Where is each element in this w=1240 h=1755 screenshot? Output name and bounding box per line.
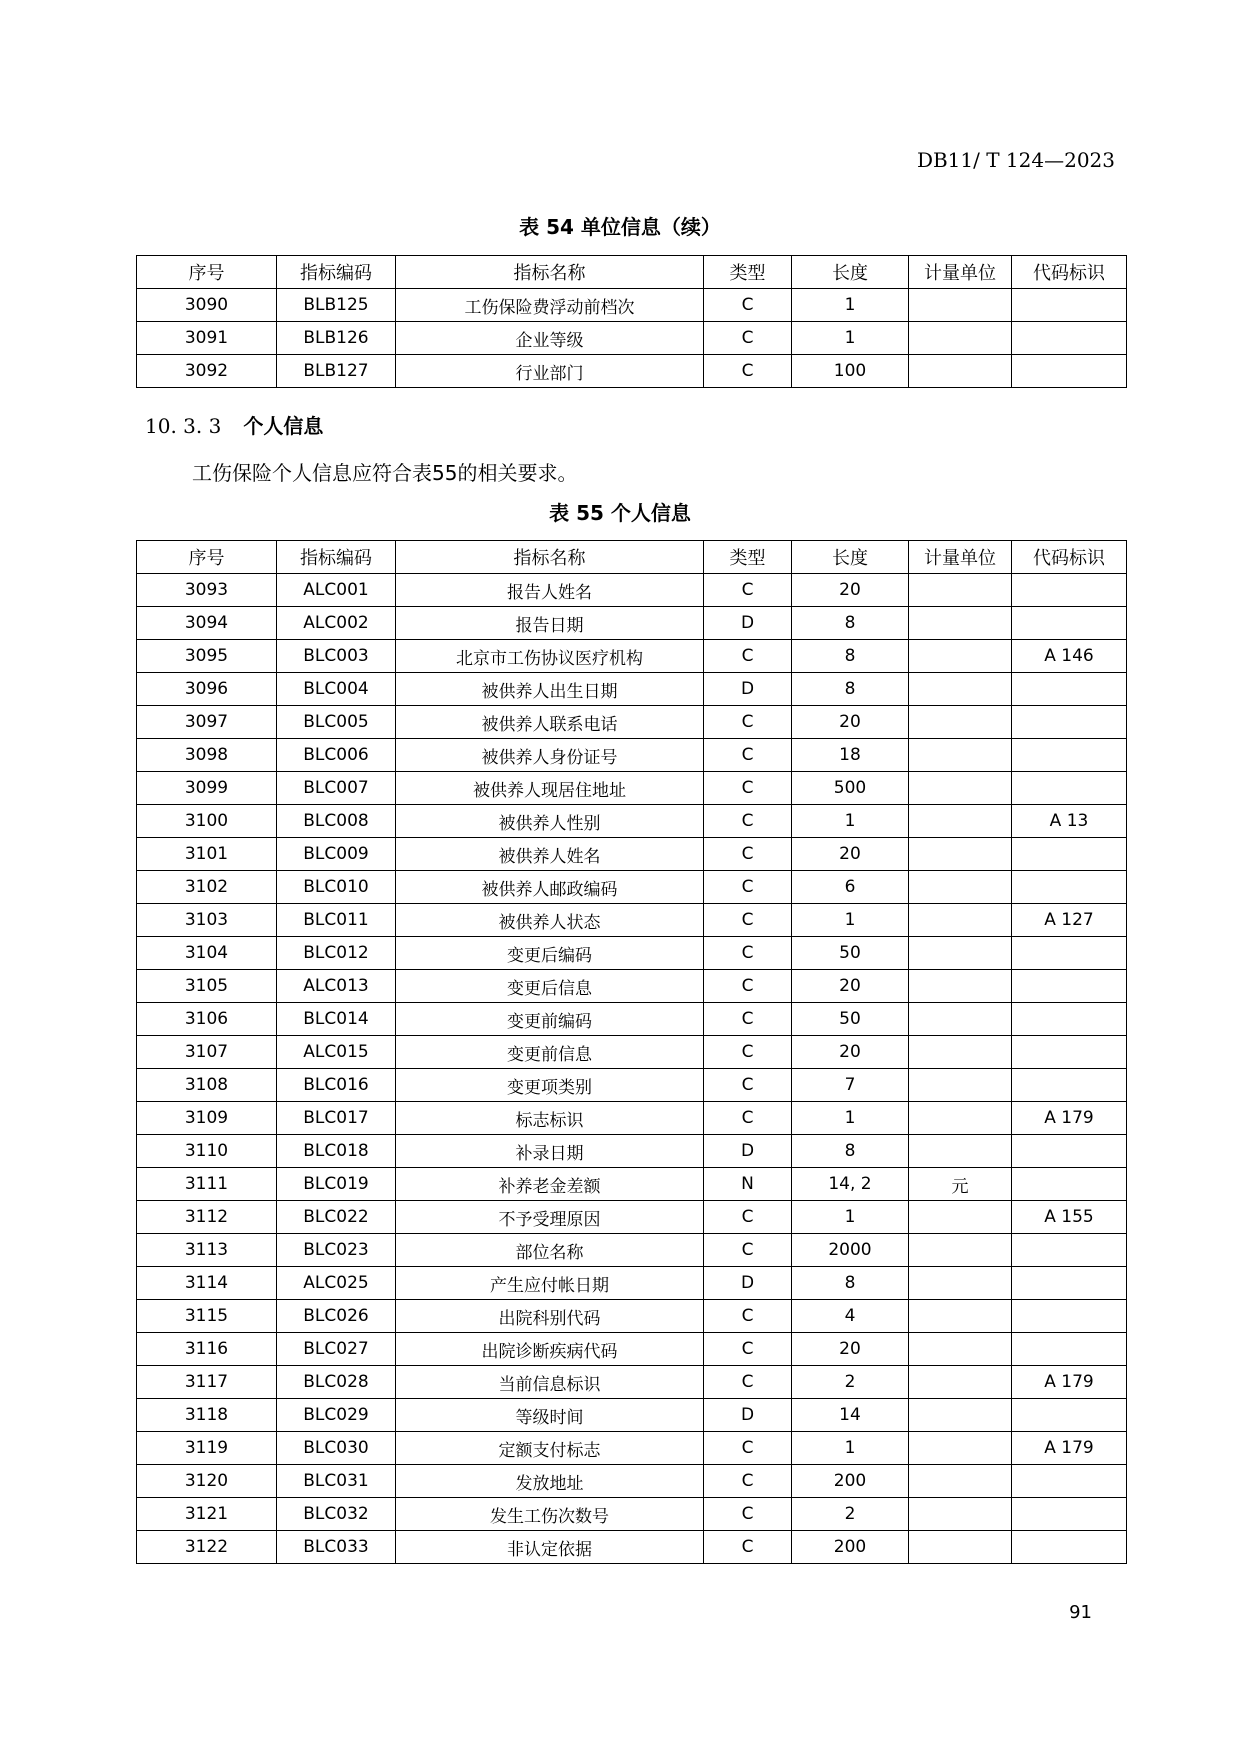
column-header: 序号 [137, 541, 277, 574]
cell-type: C [704, 1201, 792, 1234]
cell-serial-number: 3121 [137, 1498, 277, 1531]
cell-indicator-name: 出院诊断疾病代码 [396, 1333, 704, 1366]
cell-indicator-name: 标志标识 [396, 1102, 704, 1135]
cell-unit [909, 355, 1012, 388]
cell-serial-number: 3104 [137, 937, 277, 970]
cell-unit [909, 1102, 1012, 1135]
cell-indicator-code: BLC027 [277, 1333, 396, 1366]
cell-indicator-code: BLC023 [277, 1234, 396, 1267]
cell-serial-number: 3101 [137, 838, 277, 871]
cell-serial-number: 3106 [137, 1003, 277, 1036]
cell-unit [909, 1399, 1012, 1432]
cell-serial-number: 3112 [137, 1201, 277, 1234]
cell-indicator-code: BLB126 [277, 322, 396, 355]
cell-unit [909, 673, 1012, 706]
table-row [137, 1168, 1127, 1201]
cell-serial-number: 3118 [137, 1399, 277, 1432]
cell-type: C [704, 1333, 792, 1366]
cell-unit [909, 1135, 1012, 1168]
cell-length: 1 [792, 805, 909, 838]
cell-indicator-code: ALC001 [277, 574, 396, 607]
cell-type: C [704, 904, 792, 937]
cell-unit [909, 322, 1012, 355]
cell-type: C [704, 1003, 792, 1036]
column-header: 计量单位 [909, 541, 1012, 574]
table-row [137, 1135, 1127, 1168]
cell-indicator-code: BLC026 [277, 1300, 396, 1333]
table-row [137, 1267, 1127, 1300]
cell-code-id: A 179 [1012, 1366, 1127, 1399]
cell-serial-number: 3097 [137, 706, 277, 739]
cell-code-id [1012, 1498, 1127, 1531]
cell-unit [909, 970, 1012, 1003]
cell-serial-number: 3114 [137, 1267, 277, 1300]
cell-code-id [1012, 1399, 1127, 1432]
cell-indicator-code: BLC031 [277, 1465, 396, 1498]
cell-indicator-code: BLC014 [277, 1003, 396, 1036]
cell-serial-number: 3091 [137, 322, 277, 355]
cell-indicator-name: 不予受理原因 [396, 1201, 704, 1234]
cell-indicator-code: BLC009 [277, 838, 396, 871]
cell-code-id [1012, 739, 1127, 772]
table-54-caption: 表 54 单位信息（续） [519, 215, 721, 239]
table-row [137, 706, 1127, 739]
cell-unit [909, 1465, 1012, 1498]
cell-code-id: A 179 [1012, 1102, 1127, 1135]
cell-type: C [704, 970, 792, 1003]
table-row [137, 1102, 1127, 1135]
cell-type: N [704, 1168, 792, 1201]
table-row [137, 574, 1127, 607]
cell-serial-number: 3120 [137, 1465, 277, 1498]
cell-serial-number: 3119 [137, 1432, 277, 1465]
cell-unit [909, 1300, 1012, 1333]
cell-indicator-code: BLC032 [277, 1498, 396, 1531]
cell-length: 14, 2 [792, 1168, 909, 1201]
cell-code-id [1012, 289, 1127, 322]
cell-indicator-name: 报告日期 [396, 607, 704, 640]
cell-length: 18 [792, 739, 909, 772]
cell-serial-number: 3096 [137, 673, 277, 706]
table-row [137, 937, 1127, 970]
cell-serial-number: 3102 [137, 871, 277, 904]
cell-unit [909, 772, 1012, 805]
cell-indicator-name: 等级时间 [396, 1399, 704, 1432]
cell-indicator-code: BLC004 [277, 673, 396, 706]
cell-type: D [704, 673, 792, 706]
cell-unit: 元 [909, 1168, 1012, 1201]
cell-code-id: A 127 [1012, 904, 1127, 937]
cell-length: 1 [792, 904, 909, 937]
cell-unit [909, 607, 1012, 640]
cell-code-id [1012, 970, 1127, 1003]
cell-unit [909, 1531, 1012, 1564]
cell-unit [909, 1267, 1012, 1300]
cell-indicator-code: BLC003 [277, 640, 396, 673]
cell-type: C [704, 739, 792, 772]
cell-indicator-name: 补养老金差额 [396, 1168, 704, 1201]
cell-indicator-code: BLC017 [277, 1102, 396, 1135]
cell-indicator-code: ALC002 [277, 607, 396, 640]
cell-type: C [704, 289, 792, 322]
cell-serial-number: 3095 [137, 640, 277, 673]
cell-unit [909, 739, 1012, 772]
cell-indicator-name: 变更前信息 [396, 1036, 704, 1069]
cell-serial-number: 3099 [137, 772, 277, 805]
cell-type: C [704, 640, 792, 673]
cell-unit [909, 1498, 1012, 1531]
cell-indicator-name: 被供养人邮政编码 [396, 871, 704, 904]
cell-type: C [704, 937, 792, 970]
table-55 [136, 540, 1127, 1564]
cell-code-id [1012, 1069, 1127, 1102]
table-row [137, 673, 1127, 706]
cell-length: 2 [792, 1498, 909, 1531]
cell-unit [909, 640, 1012, 673]
cell-serial-number: 3109 [137, 1102, 277, 1135]
cell-length: 2000 [792, 1234, 909, 1267]
cell-unit [909, 1366, 1012, 1399]
cell-length: 8 [792, 640, 909, 673]
cell-indicator-code: BLC005 [277, 706, 396, 739]
cell-indicator-name: 定额支付标志 [396, 1432, 704, 1465]
table-row [137, 1234, 1127, 1267]
column-header: 代码标识 [1012, 256, 1127, 289]
table-row [137, 1300, 1127, 1333]
cell-code-id: A 146 [1012, 640, 1127, 673]
cell-length: 1 [792, 1102, 909, 1135]
cell-serial-number: 3090 [137, 289, 277, 322]
cell-code-id [1012, 322, 1127, 355]
cell-length: 1 [792, 1201, 909, 1234]
cell-indicator-name: 变更后信息 [396, 970, 704, 1003]
cell-type: C [704, 1432, 792, 1465]
cell-code-id [1012, 355, 1127, 388]
table-row [137, 1399, 1127, 1432]
cell-unit [909, 1069, 1012, 1102]
column-header: 代码标识 [1012, 541, 1127, 574]
cell-code-id [1012, 871, 1127, 904]
cell-indicator-code: BLC028 [277, 1366, 396, 1399]
table-row [137, 805, 1127, 838]
cell-length: 200 [792, 1531, 909, 1564]
cell-length: 8 [792, 1135, 909, 1168]
cell-length: 8 [792, 673, 909, 706]
cell-serial-number: 3117 [137, 1366, 277, 1399]
cell-length: 20 [792, 574, 909, 607]
cell-unit [909, 574, 1012, 607]
cell-code-id [1012, 1168, 1127, 1201]
cell-unit [909, 904, 1012, 937]
table-row [137, 1498, 1127, 1531]
cell-indicator-name: 被供养人出生日期 [396, 673, 704, 706]
cell-code-id [1012, 838, 1127, 871]
cell-type: C [704, 871, 792, 904]
cell-indicator-code: BLC006 [277, 739, 396, 772]
cell-code-id [1012, 1135, 1127, 1168]
table-row [137, 739, 1127, 772]
table-row [137, 772, 1127, 805]
cell-length: 4 [792, 1300, 909, 1333]
cell-serial-number: 3103 [137, 904, 277, 937]
cell-indicator-code: BLC016 [277, 1069, 396, 1102]
cell-indicator-name: 部位名称 [396, 1234, 704, 1267]
page-number: 91 [1069, 1602, 1092, 1623]
cell-serial-number: 3092 [137, 355, 277, 388]
cell-indicator-name: 工伤保险费浮动前档次 [396, 289, 704, 322]
cell-length: 7 [792, 1069, 909, 1102]
table-row [137, 1069, 1127, 1102]
document-code: DB11/ T 124—2023 [916, 148, 1115, 172]
cell-serial-number: 3116 [137, 1333, 277, 1366]
cell-code-id [1012, 1267, 1127, 1300]
cell-code-id: A 13 [1012, 805, 1127, 838]
cell-code-id [1012, 574, 1127, 607]
cell-code-id [1012, 607, 1127, 640]
column-header: 指标编码 [277, 541, 396, 574]
cell-indicator-name: 报告人姓名 [396, 574, 704, 607]
table-header-row [137, 256, 1127, 289]
cell-length: 20 [792, 1333, 909, 1366]
cell-code-id [1012, 1531, 1127, 1564]
cell-unit [909, 1333, 1012, 1366]
cell-indicator-name: 发放地址 [396, 1465, 704, 1498]
cell-type: C [704, 772, 792, 805]
cell-serial-number: 3107 [137, 1036, 277, 1069]
cell-indicator-name: 被供养人性别 [396, 805, 704, 838]
cell-length: 20 [792, 1036, 909, 1069]
cell-type: C [704, 1234, 792, 1267]
column-header: 指标编码 [277, 256, 396, 289]
table-row [137, 1333, 1127, 1366]
table-row [137, 871, 1127, 904]
cell-length: 20 [792, 706, 909, 739]
cell-length: 2 [792, 1366, 909, 1399]
table-row [137, 904, 1127, 937]
cell-indicator-name: 产生应付帐日期 [396, 1267, 704, 1300]
cell-indicator-code: ALC013 [277, 970, 396, 1003]
table-header-row [137, 541, 1127, 574]
cell-code-id [1012, 937, 1127, 970]
section-heading [145, 410, 323, 439]
cell-code-id [1012, 1465, 1127, 1498]
cell-indicator-name: 被供养人联系电话 [396, 706, 704, 739]
cell-code-id [1012, 673, 1127, 706]
cell-indicator-name: 被供养人身份证号 [396, 739, 704, 772]
cell-indicator-code: BLC018 [277, 1135, 396, 1168]
table-row [137, 1432, 1127, 1465]
cell-unit [909, 706, 1012, 739]
cell-type: C [704, 1300, 792, 1333]
column-header: 序号 [137, 256, 277, 289]
cell-unit [909, 871, 1012, 904]
cell-unit [909, 1234, 1012, 1267]
cell-code-id [1012, 1300, 1127, 1333]
table-row [137, 970, 1127, 1003]
cell-indicator-code: BLC022 [277, 1201, 396, 1234]
cell-length: 1 [792, 322, 909, 355]
cell-type: C [704, 322, 792, 355]
cell-serial-number: 3108 [137, 1069, 277, 1102]
cell-unit [909, 1036, 1012, 1069]
cell-length: 6 [792, 871, 909, 904]
table-row [137, 1366, 1127, 1399]
table-row [137, 607, 1127, 640]
table-55-caption: 表 55 个人信息 [549, 501, 691, 525]
cell-serial-number: 3113 [137, 1234, 277, 1267]
cell-type: C [704, 805, 792, 838]
cell-indicator-name: 变更项类别 [396, 1069, 704, 1102]
cell-indicator-name: 变更后编码 [396, 937, 704, 970]
cell-type: C [704, 1366, 792, 1399]
cell-length: 1 [792, 289, 909, 322]
cell-indicator-code: BLC010 [277, 871, 396, 904]
cell-indicator-code: BLC012 [277, 937, 396, 970]
cell-type: C [704, 1531, 792, 1564]
cell-serial-number: 3110 [137, 1135, 277, 1168]
cell-serial-number: 3093 [137, 574, 277, 607]
cell-type: C [704, 355, 792, 388]
table-54 [136, 255, 1127, 388]
cell-type: C [704, 1036, 792, 1069]
cell-code-id [1012, 1003, 1127, 1036]
cell-type: D [704, 607, 792, 640]
table-row [137, 1201, 1127, 1234]
column-header: 类型 [704, 256, 792, 289]
cell-indicator-name: 被供养人状态 [396, 904, 704, 937]
cell-code-id: A 179 [1012, 1432, 1127, 1465]
cell-indicator-name: 被供养人姓名 [396, 838, 704, 871]
cell-indicator-code: BLB125 [277, 289, 396, 322]
cell-code-id [1012, 772, 1127, 805]
cell-serial-number: 3111 [137, 1168, 277, 1201]
cell-indicator-code: BLC030 [277, 1432, 396, 1465]
cell-unit [909, 805, 1012, 838]
cell-type: D [704, 1399, 792, 1432]
cell-serial-number: 3115 [137, 1300, 277, 1333]
cell-type: C [704, 838, 792, 871]
cell-length: 100 [792, 355, 909, 388]
cell-code-id: A 155 [1012, 1201, 1127, 1234]
table-row [137, 1531, 1127, 1564]
cell-indicator-name: 出院科别代码 [396, 1300, 704, 1333]
cell-length: 200 [792, 1465, 909, 1498]
column-header: 指标名称 [396, 541, 704, 574]
cell-unit [909, 1432, 1012, 1465]
cell-code-id [1012, 706, 1127, 739]
cell-serial-number: 3105 [137, 970, 277, 1003]
section-title: 个人信息 [243, 414, 324, 438]
cell-indicator-name: 非认定依据 [396, 1531, 704, 1564]
cell-length: 50 [792, 1003, 909, 1036]
cell-length: 14 [792, 1399, 909, 1432]
cell-serial-number: 3094 [137, 607, 277, 640]
cell-code-id [1012, 1333, 1127, 1366]
column-header: 类型 [704, 541, 792, 574]
section-number: 10. 3. 3 [145, 414, 222, 438]
column-header: 长度 [792, 541, 909, 574]
cell-unit [909, 1201, 1012, 1234]
cell-indicator-code: BLC019 [277, 1168, 396, 1201]
cell-serial-number: 3122 [137, 1531, 277, 1564]
column-header: 指标名称 [396, 256, 704, 289]
table-row [137, 355, 1127, 388]
cell-length: 1 [792, 1432, 909, 1465]
cell-unit [909, 289, 1012, 322]
cell-serial-number: 3100 [137, 805, 277, 838]
cell-indicator-code: ALC015 [277, 1036, 396, 1069]
cell-unit [909, 937, 1012, 970]
cell-indicator-name: 当前信息标识 [396, 1366, 704, 1399]
cell-indicator-name: 被供养人现居住地址 [396, 772, 704, 805]
cell-unit [909, 1003, 1012, 1036]
table-row [137, 1003, 1127, 1036]
cell-length: 20 [792, 838, 909, 871]
cell-unit [909, 838, 1012, 871]
cell-indicator-name: 补录日期 [396, 1135, 704, 1168]
cell-type: C [704, 1465, 792, 1498]
cell-type: C [704, 1102, 792, 1135]
table-row [137, 322, 1127, 355]
cell-indicator-name: 发生工伤次数号 [396, 1498, 704, 1531]
table-row [137, 640, 1127, 673]
cell-serial-number: 3098 [137, 739, 277, 772]
cell-indicator-name: 企业等级 [396, 322, 704, 355]
cell-indicator-code: BLC008 [277, 805, 396, 838]
cell-code-id [1012, 1036, 1127, 1069]
cell-indicator-code: BLB127 [277, 355, 396, 388]
cell-indicator-name: 变更前编码 [396, 1003, 704, 1036]
cell-type: C [704, 706, 792, 739]
cell-code-id [1012, 1234, 1127, 1267]
column-header: 长度 [792, 256, 909, 289]
cell-indicator-code: BLC033 [277, 1531, 396, 1564]
cell-type: D [704, 1267, 792, 1300]
section-paragraph: 工伤保险个人信息应符合表55的相关要求。 [192, 461, 578, 485]
cell-indicator-code: BLC029 [277, 1399, 396, 1432]
cell-length: 20 [792, 970, 909, 1003]
cell-indicator-name: 行业部门 [396, 355, 704, 388]
cell-indicator-code: BLC011 [277, 904, 396, 937]
cell-length: 500 [792, 772, 909, 805]
table-row [137, 838, 1127, 871]
table-row [137, 1036, 1127, 1069]
cell-length: 8 [792, 607, 909, 640]
cell-indicator-code: BLC007 [277, 772, 396, 805]
table-row [137, 289, 1127, 322]
cell-length: 8 [792, 1267, 909, 1300]
table-row [137, 1465, 1127, 1498]
cell-indicator-code: ALC025 [277, 1267, 396, 1300]
cell-indicator-name: 北京市工伤协议医疗机构 [396, 640, 704, 673]
cell-type: D [704, 1135, 792, 1168]
cell-type: C [704, 574, 792, 607]
column-header: 计量单位 [909, 256, 1012, 289]
cell-type: C [704, 1498, 792, 1531]
cell-type: C [704, 1069, 792, 1102]
cell-length: 50 [792, 937, 909, 970]
